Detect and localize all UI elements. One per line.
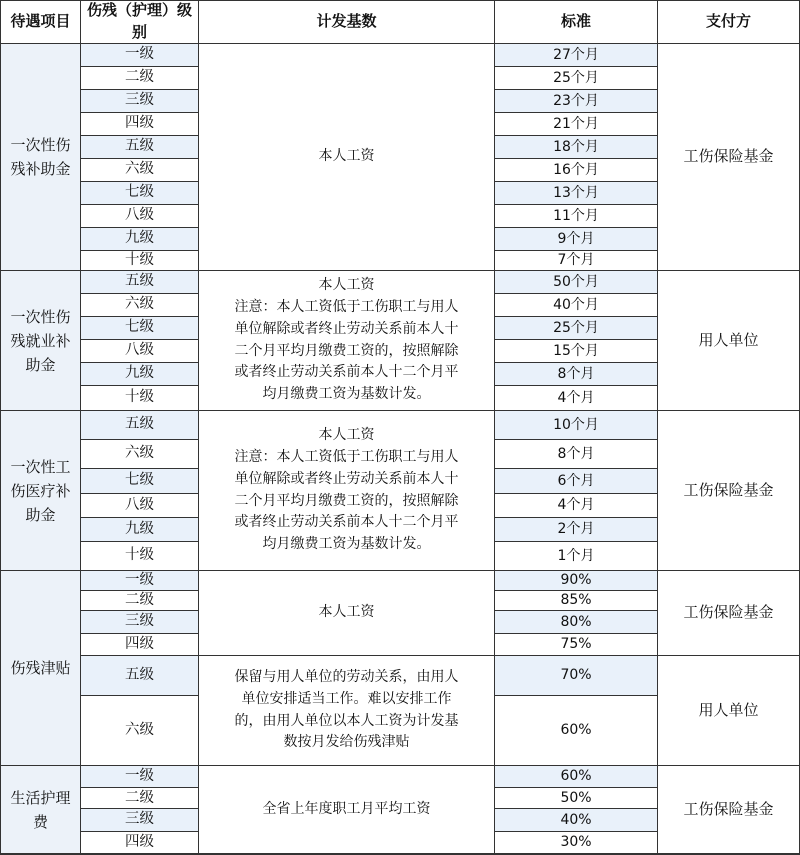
level-cell: 一级 xyxy=(81,571,199,591)
level-cell: 九级 xyxy=(81,363,199,386)
standard-cell: 15个月 xyxy=(495,340,658,363)
payer-cell: 工伤保险基金 xyxy=(658,411,799,571)
level-cell: 五级 xyxy=(81,656,199,696)
section-category: 生活护理费 xyxy=(1,766,81,854)
level-cell: 五级 xyxy=(81,136,199,159)
level-cell: 六级 xyxy=(81,440,199,469)
level-cell: 二级 xyxy=(81,591,199,611)
standard-cell: 10个月 xyxy=(495,411,658,440)
level-cell: 十级 xyxy=(81,542,199,571)
standard-cell: 13个月 xyxy=(495,182,658,205)
header-level: 伤残（护理）级别 xyxy=(81,1,199,44)
level-cell: 四级 xyxy=(81,634,199,656)
level-cell: 二级 xyxy=(81,67,199,90)
level-cell: 九级 xyxy=(81,518,199,542)
level-cell: 七级 xyxy=(81,317,199,340)
base-cell: 本人工资 注意：本人工资低于工伤职工与用人 单位解除或者终止劳动关系前本人十 二个月平均月缴费工资的，按照解除 或者终止劳动关系前本人十二个月平 均月缴费工资为基数计发。 xyxy=(199,411,495,571)
level-cell: 六级 xyxy=(81,159,199,182)
standard-cell: 40% xyxy=(495,809,658,832)
standard-cell: 25个月 xyxy=(495,317,658,340)
level-cell: 九级 xyxy=(81,228,199,251)
standard-cell: 75% xyxy=(495,634,658,656)
level-cell: 八级 xyxy=(81,340,199,363)
level-cell: 五级 xyxy=(81,271,199,294)
standard-cell: 70% xyxy=(495,656,658,696)
level-cell: 六级 xyxy=(81,696,199,766)
level-cell: 三级 xyxy=(81,809,199,832)
header-standard: 标准 xyxy=(495,1,658,44)
level-cell: 八级 xyxy=(81,494,199,518)
base-cell: 全省上年度职工月平均工资 xyxy=(199,766,495,854)
standard-cell: 16个月 xyxy=(495,159,658,182)
standard-cell: 7个月 xyxy=(495,251,658,271)
payer-cell: 用人单位 xyxy=(658,271,799,411)
standard-cell: 4个月 xyxy=(495,386,658,411)
level-cell: 八级 xyxy=(81,205,199,228)
standard-cell: 8个月 xyxy=(495,440,658,469)
standard-cell: 80% xyxy=(495,611,658,634)
payer-cell: 用人单位 xyxy=(658,656,799,766)
standard-cell: 50个月 xyxy=(495,271,658,294)
header-payer: 支付方 xyxy=(658,1,799,44)
payer-cell: 工伤保险基金 xyxy=(658,44,799,271)
standard-cell: 9个月 xyxy=(495,228,658,251)
standard-cell: 18个月 xyxy=(495,136,658,159)
level-cell: 一级 xyxy=(81,44,199,67)
standard-cell: 11个月 xyxy=(495,205,658,228)
standard-cell: 27个月 xyxy=(495,44,658,67)
level-cell: 三级 xyxy=(81,90,199,113)
standard-cell: 60% xyxy=(495,766,658,788)
section-category: 一次性伤残就业补助金 xyxy=(1,271,81,411)
level-cell: 十级 xyxy=(81,251,199,271)
standard-cell: 6个月 xyxy=(495,469,658,494)
level-cell: 三级 xyxy=(81,611,199,634)
level-cell: 一级 xyxy=(81,766,199,788)
base-cell: 保留与用人单位的劳动关系，由用人 单位安排适当工作。难以安排工作 的，由用人单位以本人工资为计发基 数按月发给伤残津贴 xyxy=(199,656,495,766)
standard-cell: 8个月 xyxy=(495,363,658,386)
header-item: 待遇项目 xyxy=(1,1,81,44)
level-cell: 十级 xyxy=(81,386,199,411)
section-category: 伤残津贴 xyxy=(1,571,81,766)
level-cell: 四级 xyxy=(81,113,199,136)
level-cell: 七级 xyxy=(81,182,199,205)
section-category: 一次性工伤医疗补助金 xyxy=(1,411,81,571)
standard-cell: 21个月 xyxy=(495,113,658,136)
section-category: 一次性伤残补助金 xyxy=(1,44,81,271)
standard-cell: 30% xyxy=(495,832,658,854)
payer-cell: 工伤保险基金 xyxy=(658,571,799,656)
level-cell: 五级 xyxy=(81,411,199,440)
standard-cell: 1个月 xyxy=(495,542,658,571)
standard-cell: 23个月 xyxy=(495,90,658,113)
payer-cell: 工伤保险基金 xyxy=(658,766,799,854)
standard-cell: 2个月 xyxy=(495,518,658,542)
level-cell: 六级 xyxy=(81,294,199,317)
base-cell: 本人工资 注意：本人工资低于工伤职工与用人 单位解除或者终止劳动关系前本人十 二个月平均月缴费工资的，按照解除 或者终止劳动关系前本人十二个月平 均月缴费工资为基数计发。 xyxy=(199,271,495,411)
standard-cell: 4个月 xyxy=(495,494,658,518)
base-cell: 本人工资 xyxy=(199,571,495,656)
standard-cell: 60% xyxy=(495,696,658,766)
standard-cell: 85% xyxy=(495,591,658,611)
level-cell: 二级 xyxy=(81,788,199,809)
standard-cell: 25个月 xyxy=(495,67,658,90)
standard-cell: 90% xyxy=(495,571,658,591)
base-cell: 本人工资 xyxy=(199,44,495,271)
standard-cell: 50% xyxy=(495,788,658,809)
level-cell: 四级 xyxy=(81,832,199,854)
standard-cell: 40个月 xyxy=(495,294,658,317)
level-cell: 七级 xyxy=(81,469,199,494)
header-base: 计发基数 xyxy=(199,1,495,44)
